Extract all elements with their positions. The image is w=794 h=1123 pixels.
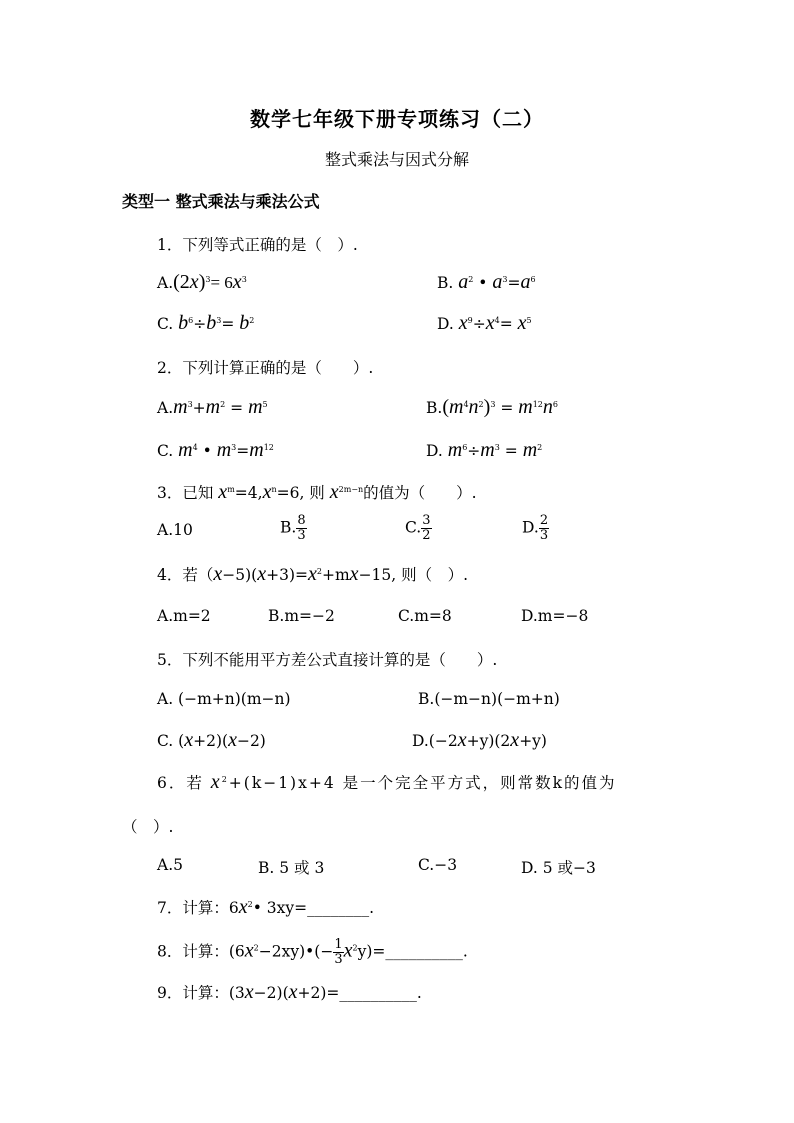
question-1-option-d: D. $x^9\div x^4= x^5$	[437, 312, 532, 334]
question-6-option-c: C.−3	[418, 856, 458, 874]
question-4-option-a: A.m=2	[157, 607, 211, 625]
question-2-option-a: $A.m^3+m^2 = m^5$	[157, 396, 268, 418]
question-6-option-a: A.5	[157, 856, 183, 874]
page-subtitle: 整式乘法与因式分解	[324, 150, 469, 169]
question-3-option-c: C. $\frac{3}{2}$	[405, 513, 431, 543]
question-6-option-d: D. 5 或−3	[521, 859, 596, 877]
question-9: 9．计算：(3x−2)(x+2)=__________.	[157, 981, 422, 1003]
question-6-stem-cont: （ ）.	[122, 818, 174, 836]
question-4-option-b: B.m=−2	[268, 607, 335, 625]
question-5-option-c: C. (x+2)(x−2)	[157, 729, 266, 751]
question-2-option-c: C. $m^4$ • $m^3=m^{12}$	[157, 439, 274, 461]
page-title: 数学七年级下册专项练习（二）	[250, 107, 544, 131]
question-1-option-a: $A.(2x)^3= 6x^3$	[157, 271, 247, 293]
question-5-option-a: A. (−m+n)(m−n)	[157, 690, 291, 708]
question-6-stem: 6．若 $x^2+(k-1)x+4$ 是一个完全平方式，则常数k的值为	[157, 771, 617, 793]
question-8: 8．计算：$(6x^2-2xy)•(-$ $\frac{1}{3}$ $x^2y)=\_\_\_\_\_\_\_\_\_\_$.	[157, 937, 468, 967]
question-1-option-b: B. $a^2$ • $a^3=a^6$	[437, 271, 536, 293]
question-5-option-b: B.(−m−n)(−m+n)	[418, 690, 560, 708]
fraction: $\frac{2}{3}$	[539, 513, 549, 543]
question-2-option-d: D. $m^6\div m^3 = m^2$	[426, 439, 543, 461]
fraction: $\frac{3}{2}$	[422, 513, 431, 543]
fraction: $\frac{8}{3}$	[297, 513, 306, 543]
question-3-stem: 3．已知 $x^m=4,x^n=6$, 则 $x^{2m-n}$的值为（ ）.	[157, 481, 477, 503]
question-4-stem: 4．若$(x-5)(x+3)=x^2+mx-15$, 则（ ）.	[157, 563, 469, 585]
question-3-option-b: B. $\frac{8}{3}$	[280, 513, 306, 543]
question-5-stem: 5．下列不能用平方差公式直接计算的是（ ）.	[157, 651, 498, 669]
question-1-option-c: C. $b^6\div b^3= b^2$	[157, 312, 255, 334]
section-heading: 类型一 整式乘法与乘法公式	[122, 192, 320, 211]
question-2-option-b: $B.(m^4n^2)^3 = m^{12}n^6$	[426, 396, 558, 418]
question-7: 7．计算：$6x^2•$ 3xy=________.	[157, 896, 375, 918]
question-5-option-d: D.(−2x+y)(2x+y)	[412, 729, 547, 751]
question-4-option-c: C.m=8	[398, 607, 452, 625]
question-4-option-d: D.m=−8	[521, 607, 589, 625]
fraction: $\frac{1}{3}$	[334, 937, 343, 967]
question-3-option-d: D. $\frac{2}{3}$	[522, 513, 549, 543]
question-3-option-a: A.10	[157, 521, 193, 539]
question-2-stem: 2．下列计算正确的是（ ）.	[157, 359, 374, 377]
question-6-option-b: B. 5 或 3	[258, 859, 325, 877]
question-1-stem: 1．下列等式正确的是（ ）.	[157, 236, 358, 254]
